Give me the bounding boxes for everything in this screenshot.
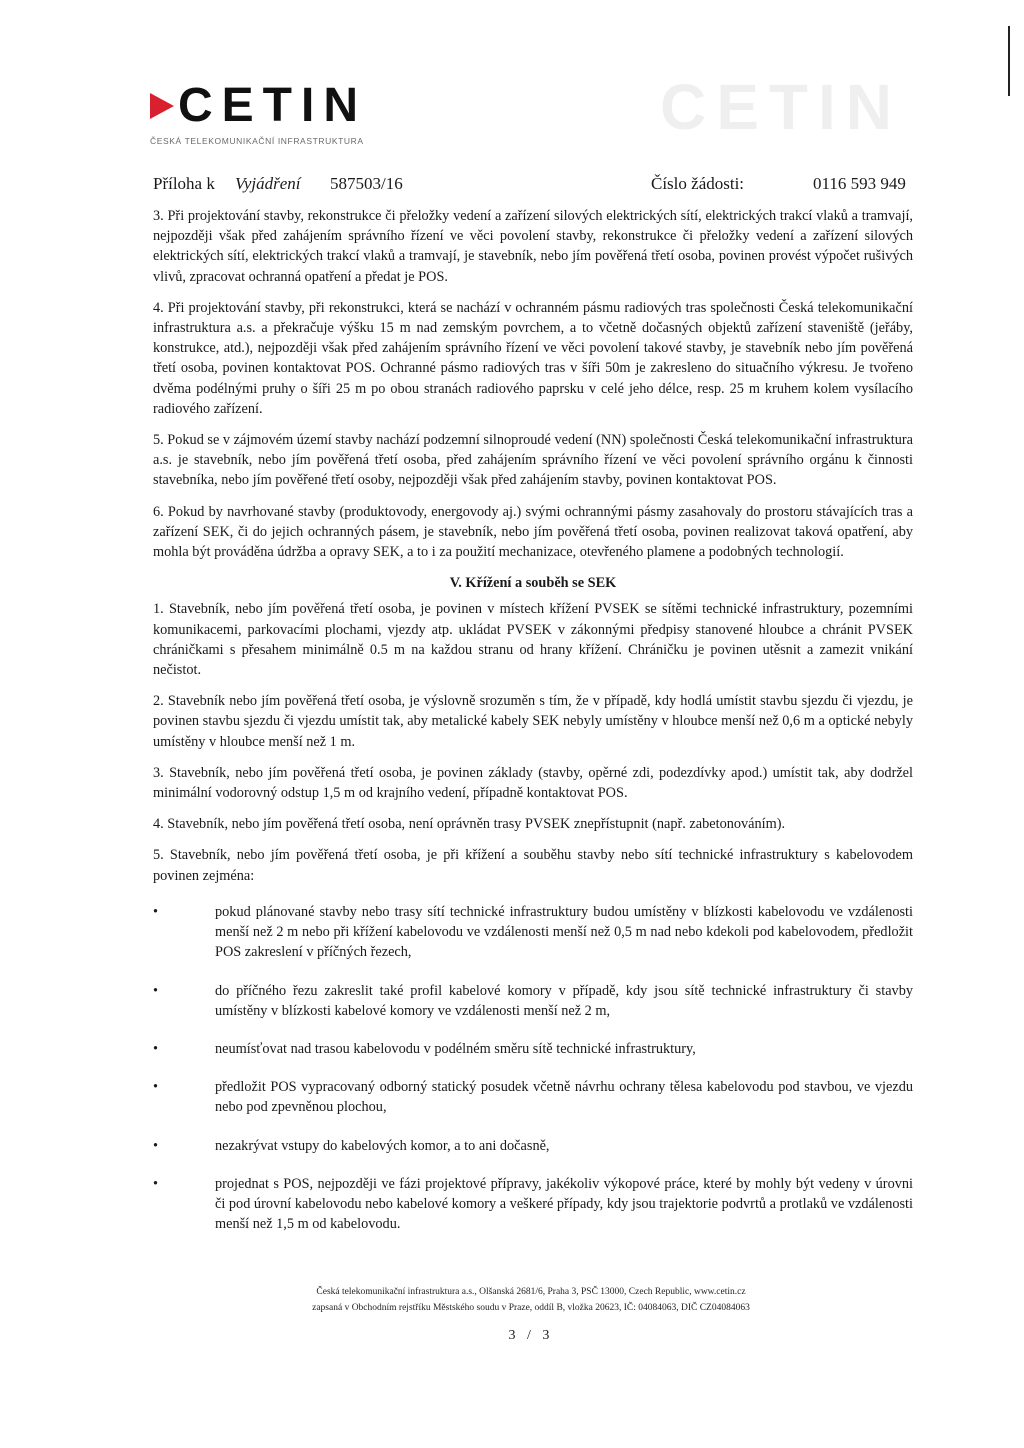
bullet-icon: • [153,903,159,920]
paragraph-5: 5. Pokud se v zájmovém území stavby nachází podzemní silnoproudé vedení (NN) společnosti Česká telekomunikační infrastruktura a.s. je stavebník, nebo jím pověřená třetí osoba, před zahájením správního řízení ve věci povolení správního orgánu k činnosti stavebníka, nebo jím pověřené třetí osoby, nejpozději však před zahájením stavby, povinen kontaktovat POS. [153,432,913,489]
paragraph-4: 4. Při projektování stavby, při rekonstrukci, která se nachází v ochranném pásmu radiových tras společnosti Česká telekomunikační infrastruktura a.s. a překračuje výšku 15 m nad zemským povrchem, a to včetně dočasných objektů zařízení staveniště (jeřáby, konstrukce, atd.), nejpozději však před zahájením správního řízení ve věci povolení takové stavby, je stavebník nebo jím pověřená třetí osoba, povinen kontaktovat POS. Ochranné pásmo radiových tras v šíři 50m je zakresleno do situačního výkresu. Je tvořeno dvěma podélnými pruhy o šíři 25 m po obou stranách radiového paprsku v celé jeho délce, resp. 25 m kruhem kolem vysílacího radiového zařízení. [153,299,913,417]
cetin-logo [150,79,367,146]
priloha-label: Příloha k [153,174,215,193]
page-number: 3 / 3 [508,1328,554,1343]
bullet-item [153,1136,913,1156]
bullet-icon: • [153,1137,159,1154]
logo-wordmark: CETIN [178,79,367,132]
bullet-text: neumísťovat nad trasou kabelovodu v podélném směru sítě technické infrastruktury, [215,1040,696,1057]
cislo-zadosti-label: Číslo žádosti: [651,174,745,193]
bullet-item [153,981,913,1021]
section-item-1: 1. Stavebník, nebo jím pověřená třetí osoba, je povinen v místech křížení PVSEK se sítěmi technické infrastruktury, pozemními komunikacemi, parkovacími plochami, vjezdy atp. ukládat PVSEK v zákonnými předpisy stanovené hloubce a chránit PVSEK chráničkami s přesahem minimálně 0.5 m na každou stranu od hrany křížení. Chráničku je povinen utěsnit a zamezit vnikání nečistot. [153,601,913,679]
paragraph-3: 3. Při projektování stavby, rekonstrukce či přeložky vedení a zařízení silových elektrických sítí, elektrických trakcí vlaků a tramvají, nejpozději však před zahájením správního řízení ve věci povolení stavby, rekonstrukce či přeložky vedení a zařízení silových elektrických sítí, elektrických trakcí vlaků a tramvají, je stavebník, nebo jím pověřená třetí osoba, povinen provést výpočet rušivých vlivů, zpracovat ochranná opatření a předat je POS. [153,208,913,285]
bullet-icon: • [153,1040,159,1057]
bullet-item [153,1174,913,1235]
vyjadreni-label: Vyjádření [235,174,301,193]
bullet-icon: • [153,1175,159,1192]
bullet-text: do příčného řezu zakreslit také profil kabelové komory v případě, kdy jsou sítě technické infrastruktury či stavby umístěny v blízkosti kabelové komory ve vzdálenosti menší než 2 m, [215,982,913,1019]
section-item-5: 5. Stavebník, nebo jím pověřená třetí osoba, je při křížení a souběhu stavby nebo sítí technické infrastruktury s kabelovodem povinen zejména: [153,847,913,884]
cislo-zadosti-value: 0116 593 949 [813,174,906,193]
section-item-3: 3. Stavebník, nebo jím pověřená třetí osoba, je povinen základy (stavby, opěrné zdi, podezdívky apod.) umístit tak, aby dodržel minimální vodorovný odstup 1,5 m od krajního vedení, případně kontaktovat POS. [153,764,913,802]
bullet-item [153,902,913,963]
bullet-icon: • [153,982,159,999]
section-item-2: 2. Stavebník nebo jím pověřená třetí osoba, je výslovně srozuměn s tím, že v případě, kdy hodlá umístit stavbu sjezdu či vjezdu, je povinen stavbu sjezdu či vjezdu umístit tak, aby metalické kabely SEK nebyly umístěny v hloubce menší než 0,6 m a optické nebyly umístěny v hloubce menší než 1 m. [153,693,913,750]
logo-arrow-icon [150,93,174,119]
reference-number: 587503/16 [330,174,403,193]
bleed-through-logo: CETIN [660,71,902,143]
logo-tagline: ČESKÁ TELEKOMUNIKAČNÍ INFRASTRUKTURA [150,136,364,146]
section-item-4: 4. Stavebník, nebo jím pověřená třetí osoba, není oprávněn trasy PVSEK znepřístupnit (např. zabetonováním). [153,816,786,833]
bullet-text: nezakrývat vstupy do kabelových komor, a to ani dočasně, [215,1137,550,1154]
bullet-item [153,1077,913,1117]
bullet-icon: • [153,1079,159,1096]
bullet-text: pokud plánované stavby nebo trasy sítí technické infrastruktury budou umístěny v blízkosti kabelovodu ve vzdálenosti menší než 2 m nebo při křížení kabelovodu ve vzdálenosti menší než 0,5 m nad nebo kdekoli pod kabelovodem, předložit POS zakreslení v příčných řezech, [215,903,913,961]
document-body [153,206,913,1252]
bullet-text: projednat s POS, nejpozději ve fázi projektové přípravy, jakékoliv výkopové práce, které by mohly být vedeny v úrovni či pod úrovní kabelovodu nebo kabelové komory a veškeré případy, kdy jsou trajektorie podvrtů a protlaků ve vzdálenosti menší než 1,5 m od kabelovodu. [215,1175,913,1233]
paragraph-6: 6. Pokud by navrhované stavby (produktovody, energovody aj.) svými ochrannými pásmy zasahovaly do prostoru stávajících tras a zařízení SEK, či do jejich ochranných pásem, je stavebník, nebo jím pověřená třetí osoba, povinen realizovat taková opatření, aby mohla být prováděna údržba a opravy SEK, a to i za použití mechanizace, otevřeného plamene a podobných technologií. [153,503,913,561]
bullet-text: předložit POS vypracovaný odborný statický posudek včetně návrhu ochrany tělesa kabelovodu pod stavbou, ve vjezdu nebo pod zpevněnou plochou, [215,1079,913,1116]
section-title: V. Křížení a souběh se SEK [449,575,617,592]
scan-edge-mark [1008,26,1010,96]
footer-registration: zapsaná v Obchodním rejstříku Městského soudu v Praze, oddíl B, vložka 20623, IČ: 04084063, DIČ CZ04084063 [312,1303,750,1313]
footer-address: Česká telekomunikační infrastruktura a.s., Olšanská 2681/6, Praha 3, PSČ 13000, Czech Republic, www.cetin.cz [316,1287,746,1297]
page-footer [153,1284,909,1316]
bullet-item [153,1039,913,1059]
